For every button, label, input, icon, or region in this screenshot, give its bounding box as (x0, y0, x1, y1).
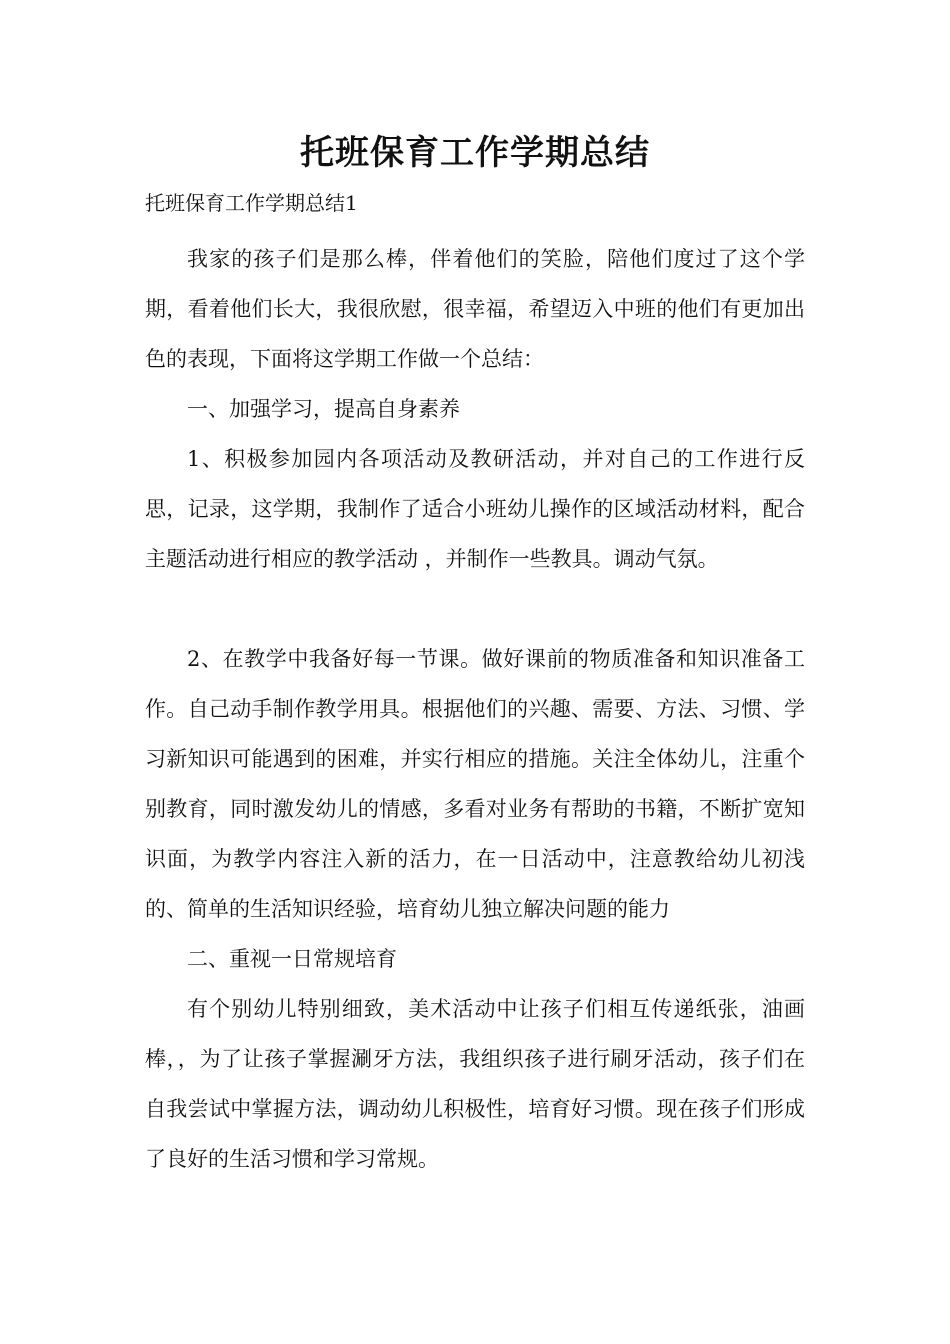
document-subtitle: 托班保育工作学期总结1 (145, 191, 358, 215)
section-heading-2: 二、重视一日常规培育 (187, 947, 397, 971)
paragraph-routine: 有个别幼儿特别细致，美术活动中让孩子们相互传递纸张，油画棒，，为了让孩子掌握涮牙方法，我组织孩子进行刷牙活动，孩子们在自我尝试中掌握方法，调动幼儿积极性，培育好习惯。现在孩子们形成了良好的生活习惯和学习常规。 (145, 997, 805, 1171)
section-heading-1: 一、加强学习，提高自身素养 (187, 397, 460, 421)
paragraph-item-1: 1、积极参加园内各项活动及教研活动，并对自己的工作进行反思，记录，这学期，我制作了适合小班幼儿操作的区域活动材料，配合主题活动进行相应的教学活动 ，并制作一些教具。调动气氛。 (145, 447, 805, 571)
paragraph-intro: 我家的孩子们是那么棒，伴着他们的笑脸，陪他们度过了这个学期，看着他们长大，我很欣慰，很幸福，希望迈入中班的他们有更加出色的表现，下面将这学期工作做一个总结： (145, 247, 805, 371)
document-title: 托班保育工作学期总结 (300, 133, 650, 173)
paragraph-item-2: 2、在教学中我备好每一节课。做好课前的物质准备和知识准备工作。自己动手制作教学用具。根据他们的兴趣、需要、方法、习惯、学习新知识可能遇到的困难，并实行相应的措施。关注全体幼儿，注重个别教育，同时激发幼儿的情感，多看对业务有帮助的书籍，不断扩宽知识面，为教学内容注入新的活力，在一日活动中，注意教给幼儿初浅的、简单的生活知识经验，培育幼儿独立解决问题的能力 (145, 647, 805, 921)
